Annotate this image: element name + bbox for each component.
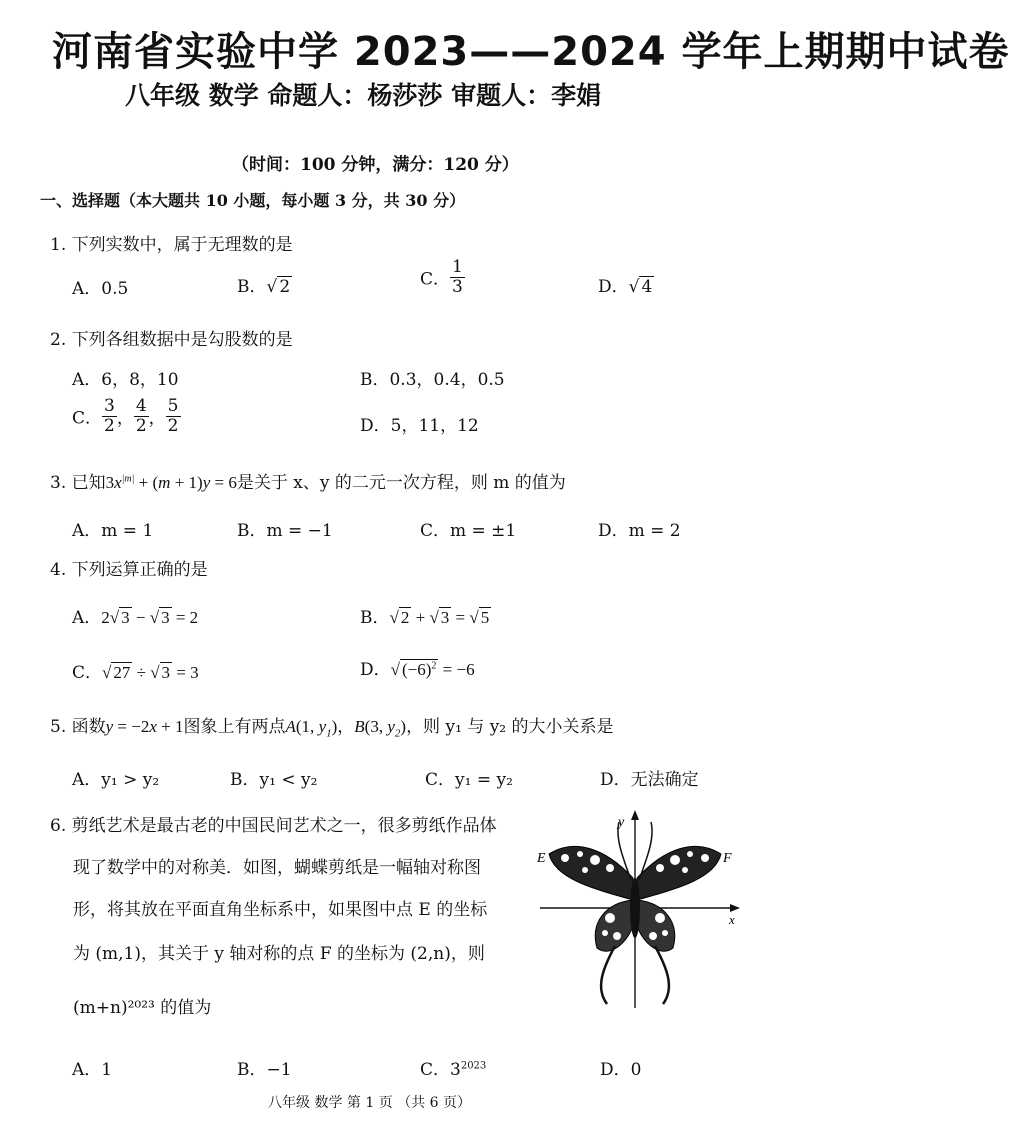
page-footer: 八年级 数学 第 1 页 （共 6 页） — [268, 1095, 471, 1111]
q1-option-b: B．√ 2 — [237, 277, 291, 297]
q5-option-c: C．y₁ = y₂ — [425, 770, 513, 790]
q6-option-a: A．1 — [72, 1060, 113, 1080]
page-subtitle: 八年级 数学 命题人：杨莎莎 审题人：李娟 — [125, 81, 602, 110]
exam-info: （时间：100 分钟，满分：120 分） — [232, 155, 519, 175]
q2-option-b: B．0.3，0.4，0.5 — [360, 370, 505, 390]
q6-line-2: 现了数学中的对称美．如图，蝴蝶剪纸是一幅轴对称图 — [73, 858, 481, 878]
q3-option-b: B．m = −1 — [237, 521, 333, 541]
butterfly-figure — [535, 808, 745, 1013]
q5-option-d: D．无法确定 — [600, 770, 699, 790]
question-5-stem: 5. 函数y = −2x + 1图象上有两点A(1, $y_1$)，B(3, $y_2$)，则 y₁ 与 y₂ 的大小关系是 — [50, 717, 614, 740]
question-2-stem: 2. 下列各组数据中是勾股数的是 — [50, 330, 293, 350]
x-axis-arrow — [730, 904, 740, 912]
q6-line-1: 6. 剪纸艺术是最古老的中国民间艺术之一，很多剪纸作品体 — [50, 816, 497, 836]
point-f-label: F — [723, 851, 732, 866]
q6-option-b: B．−1 — [237, 1060, 292, 1080]
q5-option-a: A．y₁ > y₂ — [72, 770, 160, 790]
q6-line-4: 为 (m,1)，其关于 y 轴对称的点 F 的坐标为 (2,n)，则 — [73, 944, 485, 964]
q2-option-d: D．5，11，12 — [360, 416, 479, 436]
question-3-stem: 3. 已知$3x^{|m|} + (m + 1)y = 6$是关于 x、y 的二元一次方程，则 m 的值为 — [50, 473, 566, 493]
q6-line-5: (m+n)²⁰²³ 的值为 — [73, 998, 212, 1018]
q4-option-d: D．√ $(-6)^2 = -6$ — [360, 660, 475, 680]
question-4-stem: 4. 下列运算正确的是 — [50, 560, 208, 580]
q5-option-b: B．y₁ < y₂ — [230, 770, 318, 790]
q4-option-b: B．√ 2 + √ 3 = √ 5 — [360, 608, 490, 628]
page-title: 河南省实验中学 2023——2024 学年上期期中试卷 — [52, 29, 1010, 75]
section-title: 一、选择题（本大题共 10 小题，每小题 3 分，共 30 分） — [40, 191, 466, 210]
x-axis-label: x — [729, 912, 735, 927]
q2-option-c: C． $\frac{3}{2}$ ， $\frac{4}{2}$ ， $\frac{5}{2}$ — [72, 396, 179, 436]
q4-option-c: C．√ 27 ÷ √ 3 = 3 — [72, 663, 199, 683]
q4-option-a: A．2√ 3 − √ 3 = 2 — [72, 608, 199, 628]
q2-option-a: A．6，8，10 — [72, 370, 179, 390]
q1-option-d: D．√ 4 — [598, 277, 653, 297]
y-axis-arrow — [631, 810, 639, 820]
left-upper-wing — [549, 846, 633, 900]
q6-option-d: D．0 — [600, 1060, 642, 1080]
q6-option-c: C．$3^{2023}$ — [420, 1060, 487, 1080]
point-e-label: E — [537, 851, 546, 866]
butterfly-body — [630, 878, 640, 938]
right-upper-wing — [637, 846, 721, 900]
q1-option-a: A．0.5 — [72, 279, 129, 299]
q3-option-d: D．m = 2 — [598, 521, 681, 541]
q1-option-c: C． $\frac{1}{3}$ — [420, 257, 463, 297]
q3-option-c: C．m = ±1 — [420, 521, 517, 541]
q6-line-3: 形，将其放在平面直角坐标系中，如果图中点 E 的坐标 — [73, 900, 488, 920]
y-axis-label: y — [618, 815, 625, 830]
q3-option-a: A．m = 1 — [72, 521, 154, 541]
question-1-stem: 1. 下列实数中，属于无理数的是 — [50, 235, 293, 255]
